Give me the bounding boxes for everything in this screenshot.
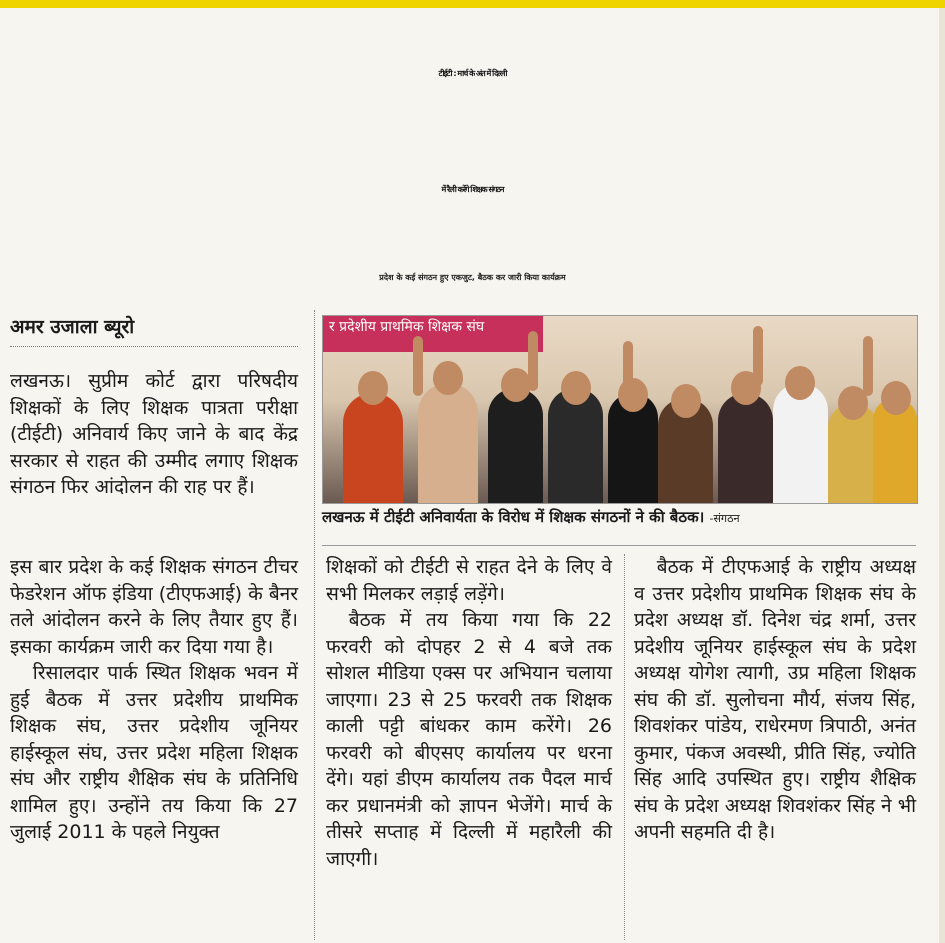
headline-line-2: में रैली करेंगे शिक्षक संगठन — [441, 185, 504, 194]
photo-banner: र प्रदेशीय प्राथमिक शिक्षक संघ — [323, 316, 543, 352]
person-figure — [718, 393, 773, 503]
byline: अमर उजाला ब्यूरो — [10, 316, 135, 338]
article-column-2 — [326, 554, 612, 872]
article-column-1 — [10, 554, 298, 846]
raised-arm — [863, 336, 873, 396]
news-photo — [322, 315, 918, 504]
paragraph: इस बार प्रदेश के कई शिक्षक संगठन टीचर फेडरेशन ऑफ इंडिया (टीएफआई) के बैनर तले आंदोलन करने के लिए तैयार हुए हैं। इसका कार्यक्रम जारी कर दिया गया है। — [10, 556, 298, 658]
column-divider — [314, 310, 315, 940]
photo-credit: -संगठन — [709, 512, 740, 525]
person-figure — [548, 388, 603, 503]
photo-caption: लखनऊ में टीईटी अनिवार्यता के विरोध में शिक्षक संगठनों ने की बैठक। -संगठन — [322, 508, 740, 526]
person-head — [358, 371, 388, 405]
person-head — [561, 371, 591, 405]
paragraph: रिसालदार पार्क स्थित शिक्षक भवन में हुई बैठक में उत्तर प्रदेशीय प्राथमिक शिक्षक संघ, उत्तर प्रदेशीय जूनियर हाईस्कूल संघ, उत्तर प्रदेश महिला शिक्षक संघ और राष्ट्रीय शैक्षिक संघ के प्रतिनिधि शामिल हुए। उन्होंने तय किया कि 27 जुलाई 2011 के पहले नियुक्त — [10, 662, 298, 843]
person-figure — [343, 393, 403, 503]
byline-divider — [10, 346, 298, 347]
headline-line-1: टीईटी : मार्च के अंत में दिल्ली — [438, 69, 507, 78]
paragraph: बैठक में तय किया गया कि 22 फरवरी को दोपहर 2 से 4 बजे तक सोशल मीडिया एक्स पर अभियान चलाया जाएगा। 23 से 25 फरवरी तक शिक्षक काली पट्टी बांधकर काम करेंगे। 26 फरवरी को बीएसए कार्यालय पर धरना देंगे। यहां डीएम कार्यालय तक पैदल मार्च कर प्रधानमंत्री को ज्ञापन भेजेंगे। मार्च के तीसरे सप्ताह में दिल्ली में महारैली की जाएगी। — [326, 609, 612, 870]
subheadline: प्रदेश के कई संगठन हुए एकजुट, बैठक कर जारी किया कार्यक्रम — [379, 273, 566, 282]
person-head — [501, 368, 531, 402]
raised-arm — [623, 341, 633, 401]
article-column-3 — [634, 554, 916, 846]
person-head — [671, 384, 701, 418]
top-color-bar — [0, 0, 945, 8]
person-figure — [418, 383, 478, 503]
paragraph: शिक्षकों को टीईटी से राहत देने के लिए वे सभी मिलकर लड़ाई लड़ेंगे। — [326, 556, 612, 605]
person-figure — [488, 388, 543, 503]
raised-arm — [528, 331, 538, 391]
article-column-1-top — [10, 368, 298, 501]
caption-divider — [322, 545, 916, 546]
raised-arm — [753, 326, 763, 386]
paragraph: बैठक में टीएफआई के राष्ट्रीय अध्यक्ष व उत्तर प्रदेशीय प्राथमिक शिक्षक संघ के प्रदेश अध्यक्ष डॉ. दिनेश चंद्र शर्मा, उत्तर प्रदेशीय जूनियर हाईस्कूल संघ के प्रदेश अध्यक्ष योगेश त्यागी, उप्र महिला शिक्षक संघ की डॉ. सुलोचना मौर्य, संजय सिंह, शिवशंकर पांडेय, राधेरमण त्रिपाठी, अनंत कुमार, पंकज अवस्थी, प्रीति सिंह, ज्योति सिंह आदि उपस्थित हुए। राष्ट्रीय शैक्षिक संघ के प्रदेश अध्यक्ष शिवशंकर सिंह ने भी अपनी सहमति दी है। — [634, 556, 916, 843]
person-figure — [773, 383, 828, 503]
raised-arm — [413, 336, 423, 396]
person-head — [433, 361, 463, 395]
paragraph: लखनऊ। सुप्रीम कोर्ट द्वारा परिषदीय शिक्षकों के लिए शिक्षक पात्रता परीक्षा (टीईटी) अनिवार्य किए जाने के बाद केंद्र सरकार से राहत की उम्मीद लगाए शिक्षक संगठन फिर आंदोलन की राह पर हैं। — [10, 370, 298, 498]
person-head — [785, 366, 815, 400]
person-head — [881, 381, 911, 415]
column-divider — [624, 554, 625, 940]
